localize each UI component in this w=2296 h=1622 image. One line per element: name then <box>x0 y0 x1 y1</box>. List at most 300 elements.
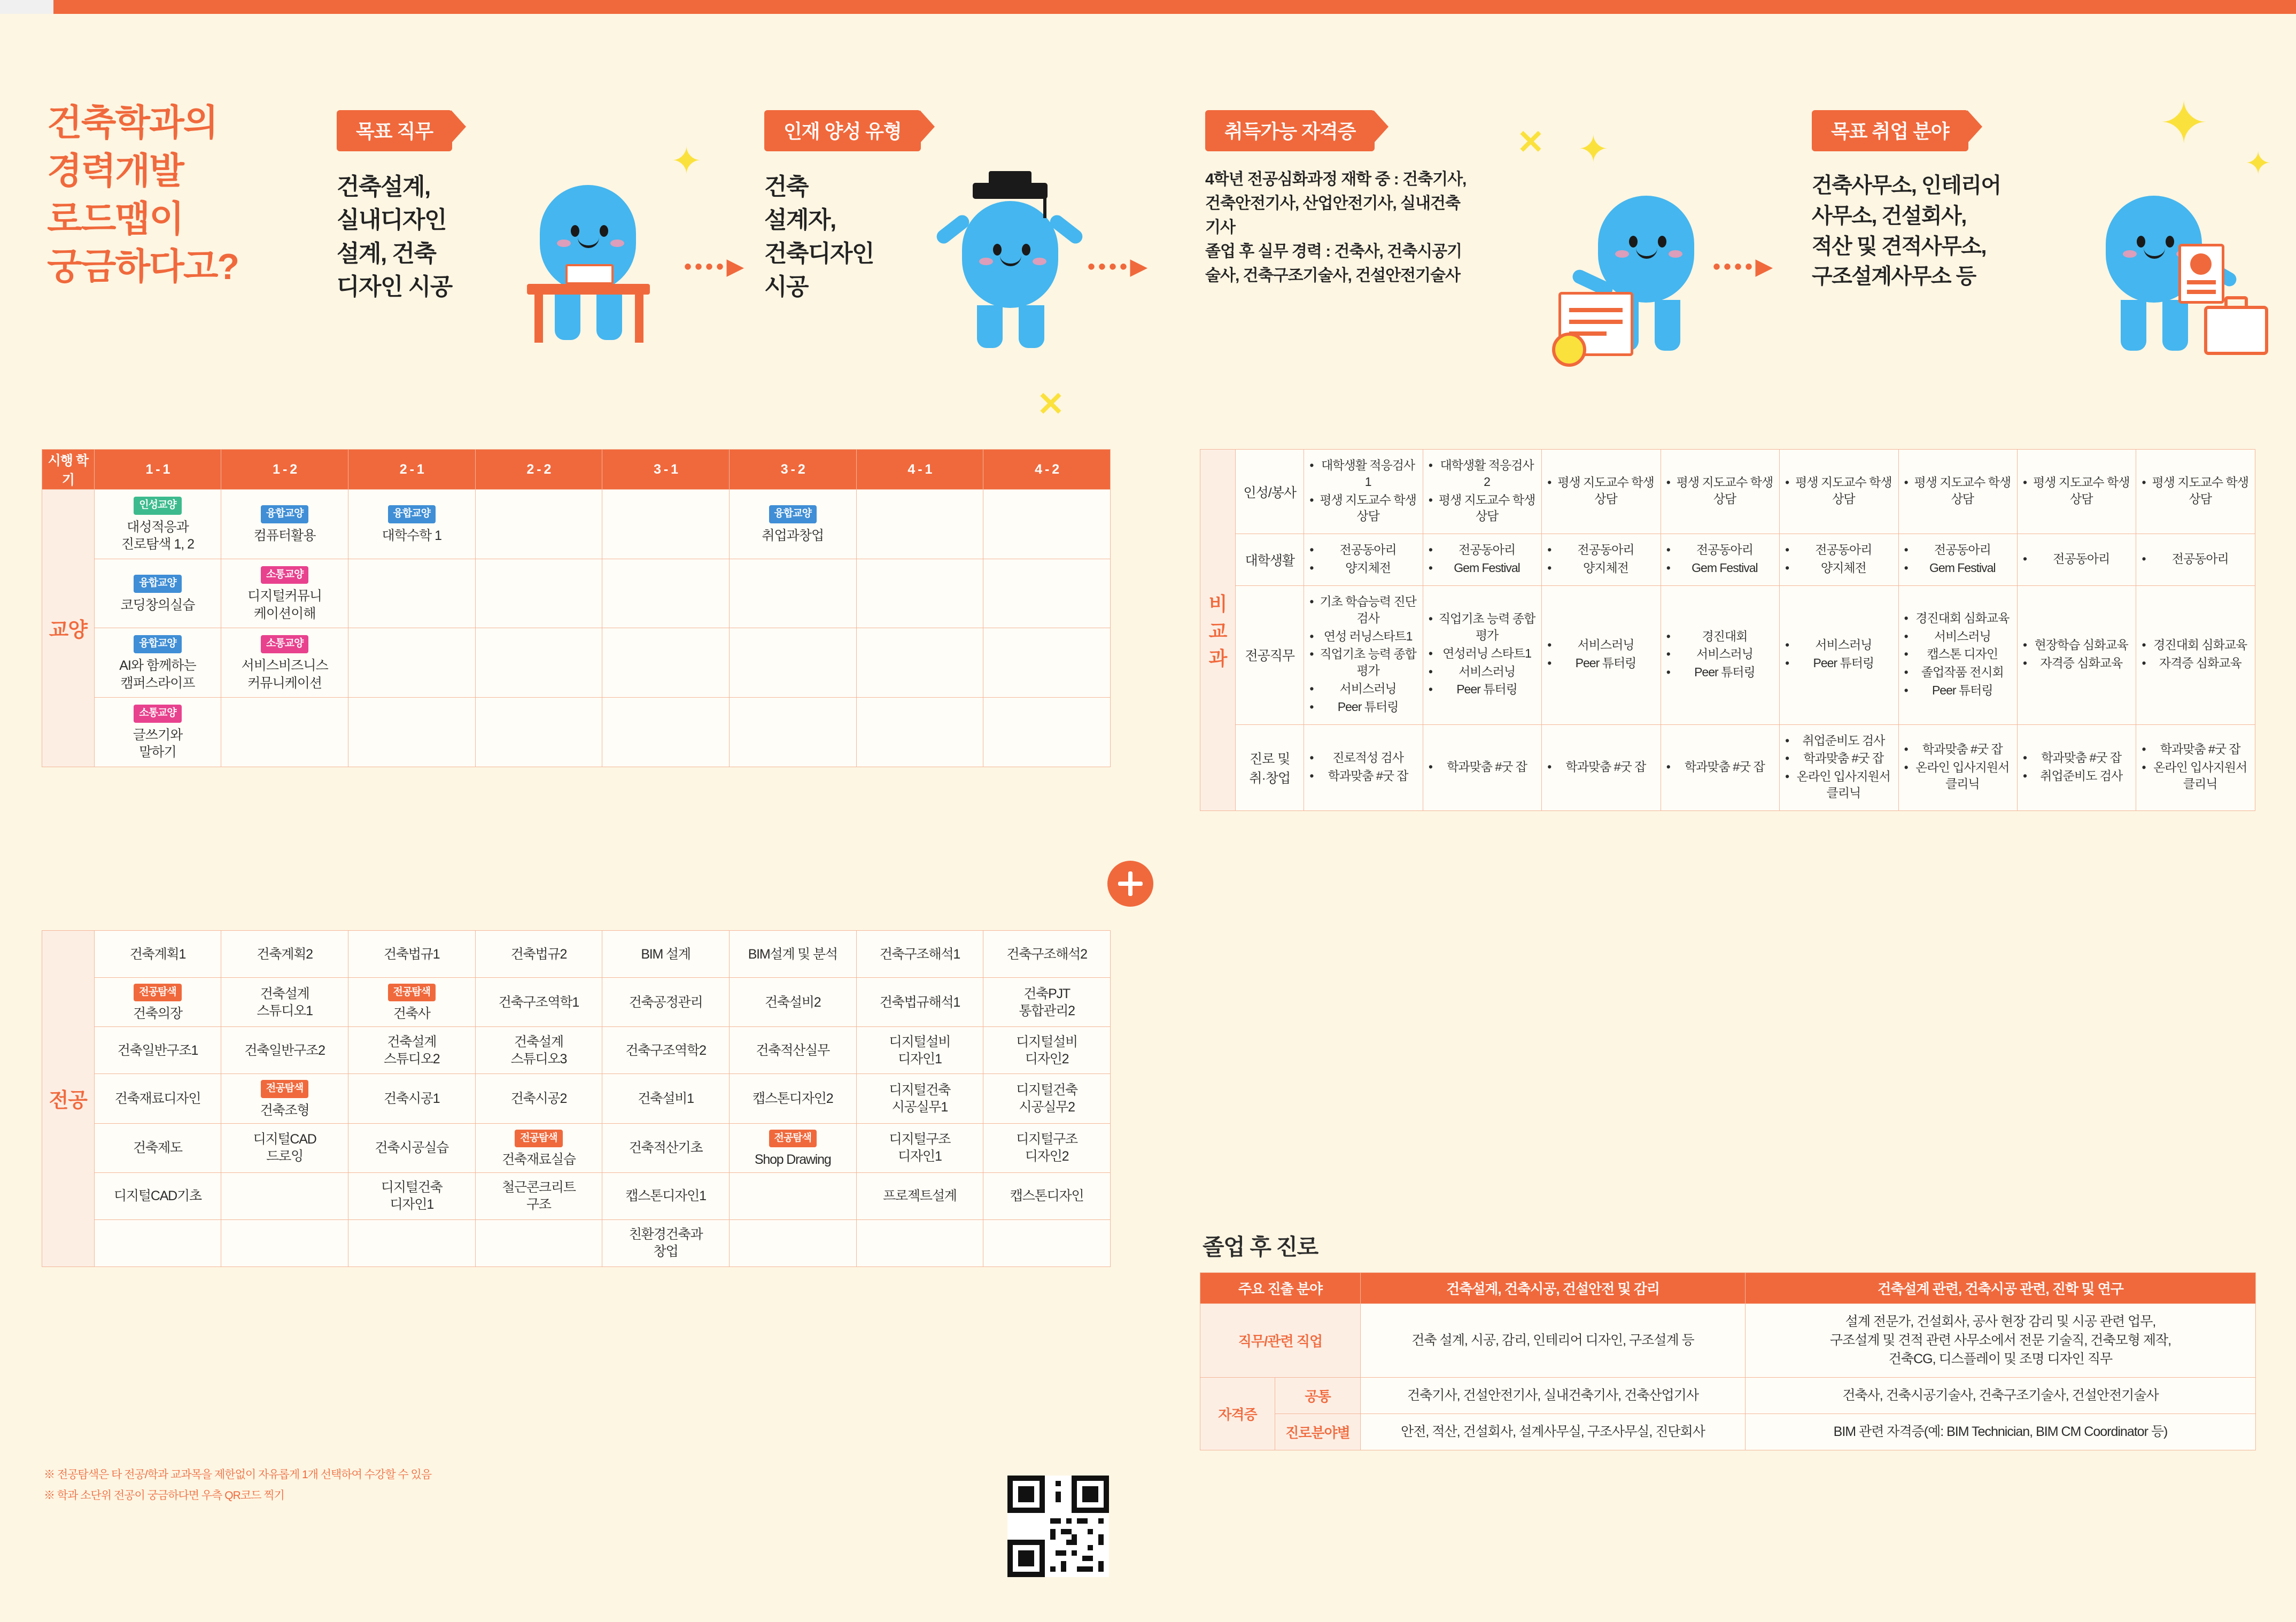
x-decoration-1: ✕ <box>1037 386 1065 423</box>
course-name: 철근콘크리트 구조 <box>502 1180 576 1212</box>
activity-item: • 학과맞춤 #굿 잡 <box>1309 768 1417 784</box>
course-cell <box>729 1027 856 1074</box>
course-name: 디지털건축 디자인1 <box>381 1180 443 1212</box>
course-cell <box>475 559 602 628</box>
activity-cell <box>1898 724 2017 810</box>
activity-item: • 자격증 심화교육 <box>2142 655 2250 671</box>
course-name: 건축구조역학2 <box>625 1042 706 1058</box>
activity-cell <box>1661 724 1779 810</box>
course-cell <box>602 1027 730 1074</box>
column-header: 1 - 1 <box>94 450 221 490</box>
course-cell <box>475 1219 602 1266</box>
course-cell <box>221 628 348 698</box>
activity-cell <box>1542 585 1661 724</box>
activity-cell <box>1542 450 1661 534</box>
header-block-talent-type <box>764 110 925 304</box>
course-cell <box>475 1074 602 1123</box>
course-name: 건축설계 스튜디오3 <box>510 1034 567 1067</box>
activity-cell <box>1661 534 1779 586</box>
course-cell <box>348 1074 475 1123</box>
activity-item: • 취업준비도 검사 <box>2023 768 2130 784</box>
course-cell <box>94 931 221 978</box>
course-badge: 융합교양 <box>388 505 436 523</box>
course-badge: 융합교양 <box>261 505 308 523</box>
course-cell <box>348 1027 475 1074</box>
course-cell <box>983 1219 1111 1266</box>
activity-item: • Peer 튜터링 <box>1547 655 1655 671</box>
activity-item: • 경진대회 <box>1666 628 1774 645</box>
activity-item: • 서비스러닝 <box>1785 637 1892 653</box>
course-name: 건축재료실습 <box>502 1152 576 1167</box>
course-name: 건축설비1 <box>638 1091 694 1106</box>
activity-cell <box>2136 450 2255 534</box>
course-name: 디지털CAD 드로잉 <box>253 1132 316 1164</box>
table-row <box>1200 1414 2256 1450</box>
course-name: 건축적산실무 <box>756 1042 830 1058</box>
course-cell <box>475 1123 602 1172</box>
tag-target-job: 목표 직무 <box>337 110 452 151</box>
column-header: 3 - 1 <box>602 450 730 490</box>
course-badge: 전공탐색 <box>769 1130 817 1147</box>
activity-cell <box>2018 724 2136 810</box>
row-label: 자격증 <box>1200 1378 1275 1450</box>
tag-certificates: 취득가능 자격증 <box>1205 110 1375 151</box>
activity-item: • Gem Festival <box>1666 560 1774 576</box>
activity-item: • 전공동아리 <box>1785 542 1892 558</box>
course-name: BIM 설계 <box>641 946 691 962</box>
course-cell <box>221 1172 348 1219</box>
activity-cell <box>2136 585 2255 724</box>
course-badge: 융합교양 <box>134 575 181 593</box>
course-name: 건축구조역학1 <box>498 994 579 1010</box>
activity-item: • 직업기초 능력 종합평가 <box>1309 646 1417 679</box>
activity-item: • 캡스톤 디자인 <box>1904 646 2012 662</box>
arrow-dots-3: ••••▶ <box>1713 255 1775 279</box>
activity-cell <box>1898 534 2017 586</box>
course-name: 디지털건축 시공실무2 <box>1016 1082 1077 1115</box>
qr-code[interactable] <box>1007 1476 1109 1577</box>
arrow-dots-1: ••••▶ <box>684 255 747 279</box>
course-badge: 전공탐색 <box>261 1080 308 1098</box>
course-name: 건축구조해석2 <box>1006 946 1087 962</box>
activity-item: • 전공동아리 <box>1547 542 1655 558</box>
course-name: Shop Drawing <box>754 1152 831 1167</box>
course-cell <box>348 490 475 559</box>
column-header: 건축설계, 건축시공, 건설안전 및 감리 <box>1361 1273 1746 1304</box>
course-cell <box>221 931 348 978</box>
row-sublabel: 진로분야별 <box>1275 1414 1361 1450</box>
course-cell <box>94 1123 221 1172</box>
activity-cell <box>1780 450 1898 534</box>
course-cell <box>475 628 602 698</box>
course-name: 건축시공2 <box>510 1091 567 1106</box>
mascot-certificate-icon <box>1550 185 1726 372</box>
column-header: 3 - 2 <box>729 450 856 490</box>
column-header: 1 - 2 <box>221 450 348 490</box>
course-cell <box>983 1172 1111 1219</box>
activity-item: • 학과맞춤 #굿 잡 <box>1429 759 1536 775</box>
table-row <box>1200 1378 2256 1414</box>
activity-item: • 경진대회 심화교육 <box>1904 610 2012 627</box>
course-name: 프로젝트설계 <box>883 1188 957 1204</box>
activity-item: • 현장학습 심화교육 <box>2023 637 2130 653</box>
activity-cell <box>2136 724 2255 810</box>
course-cell <box>348 978 475 1027</box>
table-row <box>42 559 1111 628</box>
course-cell <box>729 1123 856 1172</box>
non-curricular-table <box>1200 449 2255 811</box>
activity-item: • 연성 러닝스타트1 <box>1309 628 1417 645</box>
talent-type-text: 건축 설계자, 건축디자인 시공 <box>764 174 874 300</box>
activity-cell <box>1661 585 1779 724</box>
cert-col-2: 건축사, 건축시공기술사, 건축구조기술사, 건설안전기술사 <box>1746 1378 2256 1414</box>
liberal-arts-table <box>42 449 1111 767</box>
course-name: 디지털커뮤니 케이션이해 <box>247 589 322 621</box>
activity-item: • 학과맞춤 #굿 잡 <box>2142 741 2250 758</box>
activity-item: • 서비스러닝 <box>1666 646 1774 662</box>
course-cell <box>729 1074 856 1123</box>
footnote-2: ※ 학과 소단위 전공이 궁금하다면 우측 QR코드 찍기 <box>44 1489 284 1502</box>
course-cell <box>729 559 856 628</box>
activity-cell <box>1304 534 1423 586</box>
course-cell <box>475 931 602 978</box>
activity-cell <box>1780 534 1898 586</box>
activity-cell <box>1780 585 1898 724</box>
course-cell <box>983 1027 1111 1074</box>
course-name: 건축일반구조2 <box>244 1042 325 1058</box>
activity-cell <box>1304 585 1423 724</box>
activity-item: • 학과맞춤 #굿 잡 <box>1547 759 1655 775</box>
course-cell <box>221 1027 348 1074</box>
course-cell <box>221 490 348 559</box>
course-name: 건축계획2 <box>257 946 313 962</box>
course-name: 건축재료디자인 <box>114 1091 201 1106</box>
activity-item: • 학과맞춤 #굿 잡 <box>1904 741 2012 758</box>
table-row <box>42 628 1111 698</box>
course-cell <box>221 1074 348 1123</box>
activity-cell <box>2136 534 2255 586</box>
course-cell <box>602 1172 730 1219</box>
course-cell <box>475 1027 602 1074</box>
course-name: 디지털설비 디자인2 <box>1016 1034 1077 1067</box>
category-label: 진로 및 취·창업 <box>1236 724 1304 810</box>
table-row <box>42 1074 1111 1123</box>
activity-item: • 서비스러닝 <box>1429 663 1536 680</box>
activity-item: • 서비스러닝 <box>1547 637 1655 653</box>
header-block-target-job <box>337 110 513 304</box>
course-cell <box>94 1027 221 1074</box>
activity-item: • 전공동아리 <box>2023 551 2130 567</box>
table-row <box>42 978 1111 1027</box>
activity-item: • 학과맞춤 #굿 잡 <box>2023 750 2130 766</box>
course-cell <box>729 490 856 559</box>
course-cell <box>856 978 983 1027</box>
employment-field-text: 건축사무소, 인테리어 사무소, 건설회사, 적산 및 견적사무소, 구조설계사무소 등 <box>1812 174 2001 289</box>
activity-item: • Peer 튜터링 <box>1309 699 1417 715</box>
course-name: 컴퓨터활용 <box>253 528 316 543</box>
activity-item: • 평생 지도교수 학생상담 <box>1429 492 1536 525</box>
course-cell <box>602 1219 730 1266</box>
column-header: 4 - 2 <box>983 450 1111 490</box>
activity-item: • Gem Festival <box>1429 560 1536 576</box>
course-badge: 소통교양 <box>134 705 181 723</box>
table-row <box>1200 450 2255 534</box>
course-cell <box>983 559 1111 628</box>
category-label: 전공직무 <box>1236 585 1304 724</box>
course-badge: 전공탐색 <box>515 1130 562 1147</box>
activity-cell <box>2018 585 2136 724</box>
activity-item: • 평생 지도교수 학생상담 <box>2023 474 2130 507</box>
after-graduation-title: 졸업 후 진로 <box>1203 1234 1318 1260</box>
course-cell <box>983 628 1111 698</box>
course-cell <box>94 978 221 1027</box>
plus-icon <box>1107 861 1153 907</box>
major-courses-table <box>42 930 1111 1267</box>
after-graduation-table <box>1200 1272 2255 1450</box>
column-header: 주요 진출 분야 <box>1200 1273 1361 1304</box>
course-cell <box>602 978 730 1027</box>
course-cell <box>475 490 602 559</box>
course-cell <box>602 931 730 978</box>
top-bar-accent <box>53 0 2296 14</box>
course-cell <box>475 1172 602 1219</box>
course-name: 디지털설비 디자인1 <box>889 1034 951 1067</box>
activity-cell <box>1542 534 1661 586</box>
course-cell <box>348 698 475 767</box>
page-title: 건축학과의 경력개발 로드맵이 궁금하다고? <box>47 103 238 288</box>
course-cell <box>221 559 348 628</box>
activity-cell <box>1304 450 1423 534</box>
activity-cell <box>1304 724 1423 810</box>
course-name: 디지털구조 디자인1 <box>889 1132 951 1164</box>
activity-item: • 양지체전 <box>1547 560 1655 576</box>
activity-item: • 자격증 심화교육 <box>2023 655 2130 671</box>
row-group-label: 교양 <box>42 490 95 767</box>
activity-item: • Peer 튜터링 <box>1785 655 1892 671</box>
course-name: BIM설계 및 분석 <box>748 946 837 962</box>
activity-cell <box>2018 534 2136 586</box>
activity-item: • Peer 튜터링 <box>1904 682 2012 699</box>
activity-item: • 학과맞춤 #굿 잡 <box>1785 750 1892 767</box>
row-label: 직무/관련 직업 <box>1200 1304 1361 1378</box>
course-name: 건축구조해석1 <box>879 946 960 962</box>
activity-item: • 전공동아리 <box>1309 542 1417 558</box>
course-cell <box>475 978 602 1027</box>
course-badge: 인성교양 <box>134 497 181 515</box>
course-cell <box>348 559 475 628</box>
course-badge: 융합교양 <box>769 505 817 523</box>
course-cell <box>348 931 475 978</box>
course-name: 건축법규해석1 <box>879 994 960 1010</box>
course-cell <box>729 978 856 1027</box>
course-badge: 전공탐색 <box>134 984 181 1001</box>
header-block-certificates <box>1205 110 1558 288</box>
activity-item: • 전공동아리 <box>2142 551 2250 567</box>
activity-item: • Peer 튜터링 <box>1666 664 1774 681</box>
table-header-row <box>1200 1273 2256 1304</box>
course-name: 건축설비2 <box>764 994 821 1010</box>
course-name: 건축계획1 <box>129 946 186 962</box>
course-cell <box>94 1074 221 1123</box>
table-row <box>42 931 1111 978</box>
activity-item: • 양지체전 <box>1309 560 1417 576</box>
activity-item: • Peer 튜터링 <box>1429 681 1536 698</box>
course-cell <box>602 628 730 698</box>
activity-item: • 대학생활 적응검사1 <box>1309 457 1417 490</box>
course-name: 코딩창의실습 <box>120 597 195 613</box>
course-cell <box>856 1123 983 1172</box>
table-row <box>42 1219 1111 1266</box>
activity-item: • 평생 지도교수 학생상담 <box>1309 492 1417 525</box>
footnotes <box>44 1465 431 1507</box>
footnote-1: ※ 전공탐색은 타 전공/학과 교과목을 제한없이 자유롭게 1개 선택하여 수강할 수 있음 <box>44 1469 432 1481</box>
course-cell <box>983 931 1111 978</box>
course-cell <box>856 559 983 628</box>
course-name: 취업과창업 <box>762 528 824 543</box>
arrow-dots-2: ••••▶ <box>1088 255 1150 279</box>
course-name: 글쓰기와 말하기 <box>133 727 183 760</box>
activity-cell <box>1661 450 1779 534</box>
table-row <box>42 698 1111 767</box>
activity-item: • 전공동아리 <box>1429 542 1536 558</box>
course-name: 건축시공1 <box>384 1091 440 1106</box>
course-cell <box>94 698 221 767</box>
activity-cell <box>1898 585 2017 724</box>
course-name: 서비스비즈니스 커뮤니케이션 <box>241 658 328 691</box>
activity-item: • 온라인 입사지원서 클리닉 <box>2142 759 2250 792</box>
course-name: 건축설계 스튜디오1 <box>257 986 313 1018</box>
course-name: 친환경건축과 창업 <box>629 1227 703 1260</box>
activity-item: • 학과맞춤 #굿 잡 <box>1666 759 1774 775</box>
course-name: AI와 함께하는 캠퍼스라이프 <box>119 658 196 691</box>
column-header: 2 - 1 <box>348 450 475 490</box>
header <box>0 14 2296 423</box>
cert-field-col-2: BIM 관련 자격증(예: BIM Technician, BIM CM Coordinator 등) <box>1746 1414 2256 1450</box>
activity-item: • 기초 학습능력 진단검사 <box>1309 593 1417 627</box>
course-cell <box>221 978 348 1027</box>
course-name: 디지털CAD기초 <box>113 1188 201 1204</box>
cert-col-1: 건축기사, 건설안전기사, 실내건축기사, 건축산업기사 <box>1361 1378 1746 1414</box>
star-decoration-3: ✦ <box>2159 90 2209 156</box>
course-cell <box>348 1172 475 1219</box>
activity-item: • 평생 지도교수 학생상담 <box>1666 474 1774 507</box>
course-cell <box>94 490 221 559</box>
course-name: 건축설계 스튜디오2 <box>384 1034 440 1067</box>
course-cell <box>983 490 1111 559</box>
course-cell <box>983 1123 1111 1172</box>
table-row <box>1200 724 2255 810</box>
activity-item: • 직업기초 능력 종합평가 <box>1429 611 1536 644</box>
course-cell <box>983 698 1111 767</box>
course-cell <box>348 628 475 698</box>
course-badge: 소통교양 <box>261 566 308 584</box>
activity-item: • 온라인 입사지원서 클리닉 <box>1785 768 1892 801</box>
course-cell <box>348 1219 475 1266</box>
course-name: 건축공정관리 <box>629 994 703 1010</box>
star-decoration-1: ✦ <box>671 140 702 182</box>
course-name: 건축사 <box>393 1006 430 1022</box>
header-block-employment-field <box>1812 110 2084 292</box>
course-cell <box>856 698 983 767</box>
course-name: 건축PJT 통합관리2 <box>1019 986 1075 1018</box>
activity-cell <box>1423 534 1541 586</box>
course-name: 캡스톤디자인 <box>1010 1188 1084 1204</box>
table-row <box>42 1172 1111 1219</box>
course-badge: 융합교양 <box>134 635 181 653</box>
table-row <box>42 490 1111 559</box>
activity-item: • 취업준비도 검사 <box>1785 732 1892 749</box>
activity-cell <box>1780 724 1898 810</box>
activity-item: • 평생 지도교수 학생상담 <box>1904 474 2012 507</box>
activity-item: • 서비스러닝 <box>1309 681 1417 697</box>
course-name: 건축법규2 <box>510 946 567 962</box>
column-header: 시행 학기 <box>42 450 95 490</box>
course-cell <box>856 1172 983 1219</box>
activity-item: • 평생 지도교수 학생상담 <box>1547 474 1655 507</box>
activity-cell <box>1423 450 1541 534</box>
course-cell <box>729 698 856 767</box>
course-cell <box>729 1172 856 1219</box>
course-name: 캡스톤디자인2 <box>753 1091 833 1106</box>
course-cell <box>729 931 856 978</box>
activity-cell <box>1898 450 2017 534</box>
course-cell <box>602 698 730 767</box>
course-name: 대학수학 1 <box>382 528 441 543</box>
activity-item: • 서비스러닝 <box>1904 628 2012 645</box>
activity-cell <box>1423 724 1541 810</box>
course-cell <box>94 1172 221 1219</box>
tag-employment-field: 목표 취업 분야 <box>1812 110 1968 151</box>
column-header: 건축설계 관련, 건축시공 관련, 진학 및 연구 <box>1746 1273 2256 1304</box>
course-name: 건축적산기초 <box>629 1140 703 1156</box>
category-label: 인성/봉사 <box>1236 450 1304 534</box>
category-label: 대학생활 <box>1236 534 1304 586</box>
activity-item: • Gem Festival <box>1904 560 2012 576</box>
activity-item: • 연성러닝 스타트1 <box>1429 645 1536 662</box>
activity-item: • 온라인 입사지원서 클리닉 <box>1904 759 2012 792</box>
table-row <box>1200 585 2255 724</box>
course-name: 건축제도 <box>133 1140 182 1156</box>
course-name: 건축일반구조1 <box>117 1042 198 1058</box>
row-group-label: 비교과 <box>1200 450 1236 811</box>
course-cell <box>729 628 856 698</box>
course-badge: 전공탐색 <box>388 984 436 1001</box>
star-decoration-2: ✦ <box>1578 128 1609 170</box>
column-header: 4 - 1 <box>856 450 983 490</box>
course-cell <box>983 978 1111 1027</box>
course-cell <box>856 490 983 559</box>
course-name: 건축조형 <box>260 1102 309 1118</box>
course-name: 건축의장 <box>133 1006 182 1022</box>
course-cell <box>856 1074 983 1123</box>
course-cell <box>602 490 730 559</box>
course-cell <box>602 1074 730 1123</box>
course-cell <box>475 698 602 767</box>
course-cell <box>94 1219 221 1266</box>
course-cell <box>602 559 730 628</box>
course-cell <box>94 628 221 698</box>
activity-item: • 경진대회 심화교육 <box>2142 637 2250 653</box>
activity-item: • 전공동아리 <box>1904 542 2012 558</box>
tag-talent-type: 인재 양성 유형 <box>764 110 921 151</box>
course-cell <box>729 1219 856 1266</box>
course-cell <box>221 1123 348 1172</box>
course-name: 건축시공실습 <box>375 1140 449 1156</box>
row-sublabel: 공통 <box>1275 1378 1361 1414</box>
activity-cell <box>2018 450 2136 534</box>
activity-item: • 양지체전 <box>1785 560 1892 576</box>
course-name: 디지털건축 시공실무1 <box>889 1082 951 1115</box>
